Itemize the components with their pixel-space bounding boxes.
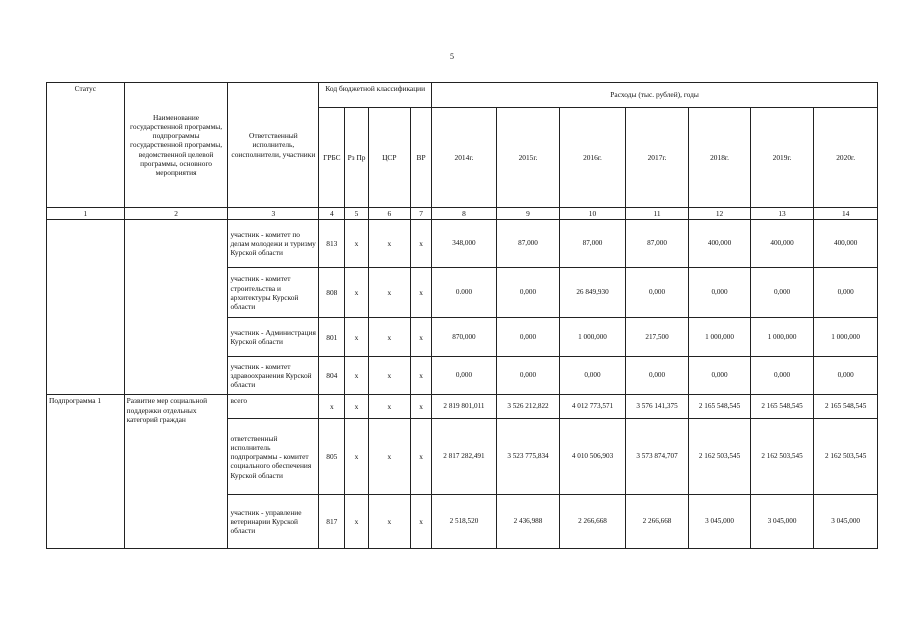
responsible-cell: участник - комитет здравоохранения Курской области	[228, 357, 319, 395]
value-cell: 4 012 773,571	[560, 395, 626, 419]
column-index: 2	[124, 208, 228, 220]
value-cell: 0,000	[560, 357, 626, 395]
column-index: 10	[560, 208, 626, 220]
rzpr-cell: x	[345, 419, 368, 495]
value-cell: 26 849,930	[560, 268, 626, 318]
rzpr-cell: x	[345, 220, 368, 268]
header-vr: ВР	[410, 108, 431, 208]
responsible-cell: участник - управление ветеринарии Курской области	[228, 495, 319, 549]
table-row	[47, 220, 878, 268]
rzpr-cell: x	[345, 318, 368, 357]
header-year: 2020г.	[814, 108, 878, 208]
column-index: 12	[689, 208, 751, 220]
value-cell: 3 573 874,707	[625, 419, 689, 495]
value-cell: 0,000	[496, 268, 560, 318]
header-csr: ЦСР	[368, 108, 410, 208]
value-cell: 1 000,000	[814, 318, 878, 357]
value-cell: 0,000	[750, 357, 814, 395]
column-index: 6	[368, 208, 410, 220]
value-cell: 870,000	[432, 318, 497, 357]
value-cell: 87,000	[625, 220, 689, 268]
value-cell: 1 000,000	[689, 318, 751, 357]
value-cell: 2 165 548,545	[814, 395, 878, 419]
column-index: 4	[319, 208, 345, 220]
value-cell: 400,000	[814, 220, 878, 268]
csr-cell: x	[368, 419, 410, 495]
value-cell: 0,000	[689, 268, 751, 318]
header-year: 2019г.	[750, 108, 814, 208]
header-year: 2016г.	[560, 108, 626, 208]
csr-cell: x	[368, 220, 410, 268]
value-cell: 1 000,000	[560, 318, 626, 357]
grbs-cell: 813	[319, 220, 345, 268]
csr-cell: x	[368, 318, 410, 357]
column-index: 11	[625, 208, 689, 220]
header-name: Наименование государственной программы, подпрограммы государственной программы, ведомственной целевой программы, основного мероприятия	[124, 83, 228, 208]
column-index: 14	[814, 208, 878, 220]
value-cell: 400,000	[750, 220, 814, 268]
header-status: Статус	[47, 83, 125, 208]
value-cell: 2 819 801,011	[432, 395, 497, 419]
value-cell: 2 266,668	[625, 495, 689, 549]
subprogram-status: Подпрограмма 1	[47, 395, 125, 549]
value-cell: 0,000	[496, 318, 560, 357]
vr-cell: x	[410, 357, 431, 395]
value-cell: 2 165 548,545	[750, 395, 814, 419]
value-cell: 0,000	[432, 357, 497, 395]
subprogram-name: Развитие мер социальной поддержки отдельных категорий граждан	[124, 395, 228, 549]
value-cell: 400,000	[689, 220, 751, 268]
value-cell: 1 000,000	[750, 318, 814, 357]
column-index: 9	[496, 208, 560, 220]
grbs-cell: 808	[319, 268, 345, 318]
value-cell: 0,000	[625, 357, 689, 395]
csr-cell: x	[368, 357, 410, 395]
grbs-cell: 817	[319, 495, 345, 549]
column-index: 5	[345, 208, 368, 220]
rzpr-cell: x	[345, 495, 368, 549]
value-cell: 2 162 503,545	[814, 419, 878, 495]
value-cell: 0,000	[814, 357, 878, 395]
value-cell: 3 045,000	[689, 495, 751, 549]
header-row-1	[47, 83, 878, 108]
column-index: 13	[750, 208, 814, 220]
csr-cell: x	[368, 268, 410, 318]
rzpr-cell: x	[345, 357, 368, 395]
csr-cell: x	[368, 495, 410, 549]
header-year: 2014г.	[432, 108, 497, 208]
value-cell: 2 162 503,545	[750, 419, 814, 495]
value-cell: 2 518,520	[432, 495, 497, 549]
value-cell: 4 010 506,903	[560, 419, 626, 495]
value-cell: 87,000	[496, 220, 560, 268]
grbs-cell: 801	[319, 318, 345, 357]
value-cell: 0,000	[814, 268, 878, 318]
table-row	[47, 395, 878, 419]
header-grbs: ГРБС	[319, 108, 345, 208]
status-cell-empty	[47, 220, 125, 395]
column-index: 7	[410, 208, 431, 220]
header-budget-code: Код бюджетной классификации	[319, 83, 432, 108]
header-responsible: Ответственный исполнитель, соисполнители, участники	[228, 83, 319, 208]
value-cell: 348,000	[432, 220, 497, 268]
value-cell: 0,000	[750, 268, 814, 318]
value-cell: 2 436,988	[496, 495, 560, 549]
header-year: 2017г.	[625, 108, 689, 208]
value-cell: 3 576 141,375	[625, 395, 689, 419]
value-cell: 0.000	[432, 268, 497, 318]
value-cell: 0,000	[496, 357, 560, 395]
header-rzpr: Рз Пр	[345, 108, 368, 208]
header-year: 2015г.	[496, 108, 560, 208]
value-cell: 3 045,000	[750, 495, 814, 549]
rzpr-cell: x	[345, 268, 368, 318]
responsible-cell: участник - комитет строительства и архитектуры Курской области	[228, 268, 319, 318]
value-cell: 2 817 282,491	[432, 419, 497, 495]
grbs-cell: 804	[319, 357, 345, 395]
responsible-cell: ответственный исполнитель подпрограммы - комитет социального обеспечения Курской области	[228, 419, 319, 495]
value-cell: 2 162 503,545	[689, 419, 751, 495]
value-cell: 2 266,668	[560, 495, 626, 549]
vr-cell: x	[410, 268, 431, 318]
column-index: 8	[432, 208, 497, 220]
grbs-cell: 805	[319, 419, 345, 495]
header-year: 2018г.	[689, 108, 751, 208]
responsible-cell: участник - Администрация Курской области	[228, 318, 319, 357]
grbs-cell: x	[319, 395, 345, 419]
name-cell-empty	[124, 220, 228, 395]
column-index-row	[47, 208, 878, 220]
page-number: 5	[450, 52, 454, 61]
value-cell: 3 523 775,834	[496, 419, 560, 495]
vr-cell: x	[410, 395, 431, 419]
value-cell: 2 165 548,545	[689, 395, 751, 419]
value-cell: 3 045,000	[814, 495, 878, 549]
value-cell: 0,000	[689, 357, 751, 395]
vr-cell: x	[410, 220, 431, 268]
responsible-cell: участник - комитет по делам молодежи и туризму Курской области	[228, 220, 319, 268]
csr-cell: x	[368, 395, 410, 419]
value-cell: 217,500	[625, 318, 689, 357]
column-index: 3	[228, 208, 319, 220]
value-cell: 0,000	[625, 268, 689, 318]
value-cell: 3 526 212,822	[496, 395, 560, 419]
vr-cell: x	[410, 318, 431, 357]
column-index: 1	[47, 208, 125, 220]
responsible-cell: всего	[228, 395, 319, 419]
rzpr-cell: x	[345, 395, 368, 419]
vr-cell: x	[410, 495, 431, 549]
header-expenses: Расходы (тыс. рублей), годы	[432, 83, 878, 108]
value-cell: 87,000	[560, 220, 626, 268]
vr-cell: x	[410, 419, 431, 495]
budget-table	[46, 82, 878, 549]
